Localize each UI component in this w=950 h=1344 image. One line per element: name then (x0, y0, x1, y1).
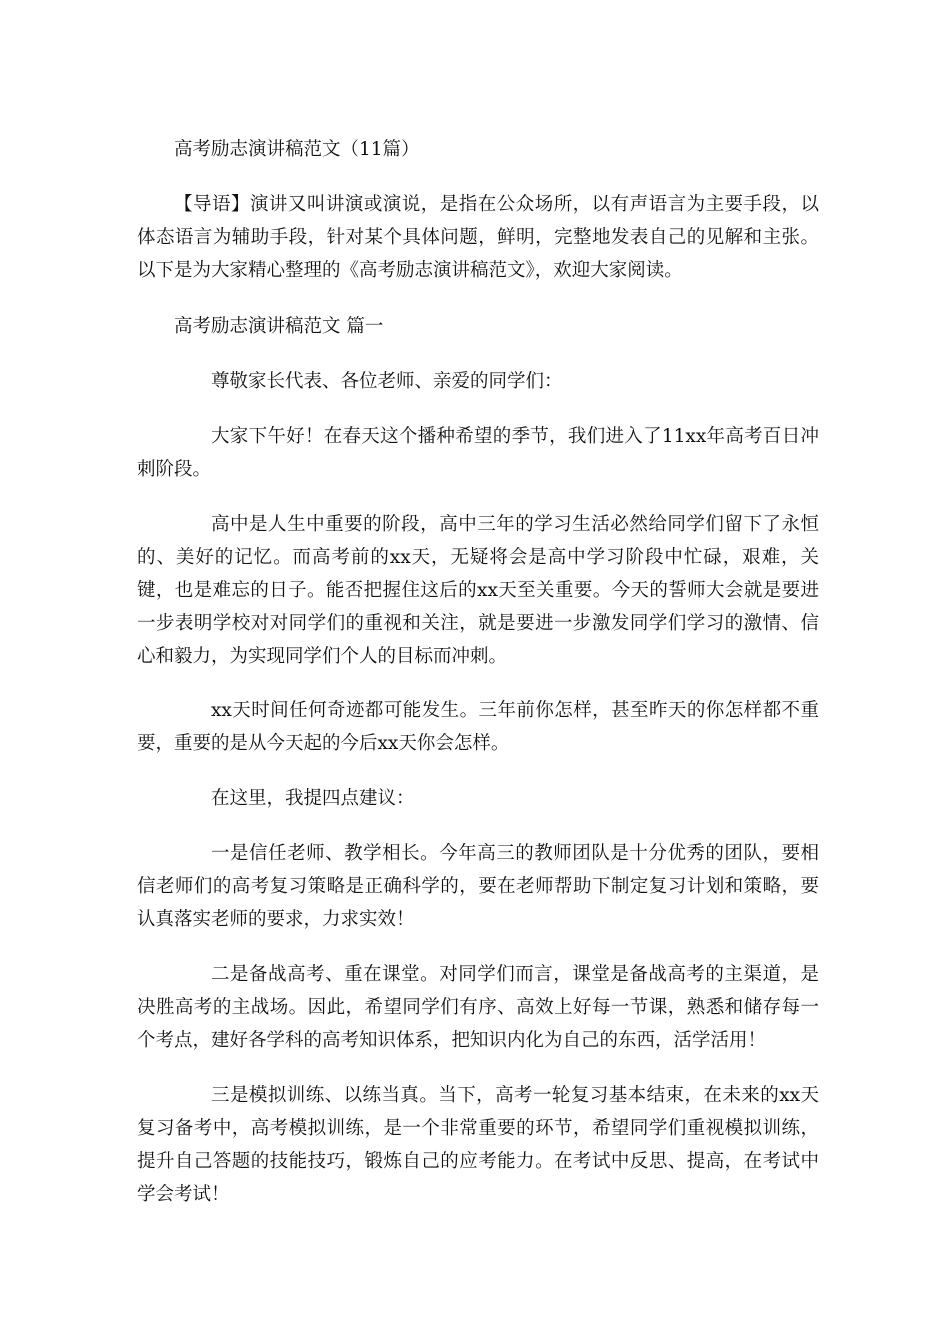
paragraph-salutation: 尊敬家长代表、各位老师、亲爱的同学们： (211, 371, 563, 392)
paragraph-suggestion-1: 一是信任老师、教学相长。今年高三的教师团队是十分优秀的团队，要相信老师们的高考复习策略是正确科学的，要在老师帮助下制定复习计划和策略，要认真落实老师的要求，力求实效！ (137, 843, 819, 930)
intro-paragraph: 【导语】演讲又叫讲演或演说，是指在公众场所，以有声语言为主要手段，以体态语言为辅助手段，针对某个具体问题，鲜明，完整地发表自己的见解和主张。以下是为大家精心整理的《高考励志演讲稿范文》，欢迎大家阅读。 (137, 194, 819, 281)
paragraph-suggestion-3: 三是模拟训练、以练当真。当下，高考一轮复习基本结束，在未来的xx天复习备考中，高考模拟训练，是一个非常重要的环节，希望同学们重视模拟训练，提升自己答题的技能技巧，锻炼自己的应考能力。在考试中反思、提高，在考试中学会考试！ (137, 1085, 819, 1205)
paragraph-suggestions-intro: 在这里，我提四点建议： (211, 788, 415, 809)
paragraph-greeting: 大家下午好！在春天这个播种希望的季节，我们进入了11xx年高考百日冲刺阶段。 (137, 426, 819, 480)
paragraph-body-2: xx天时间任何奇迹都可能发生。三年前你怎样，甚至昨天的你怎样都不重要，重要的是从今天起的今后xx天你会怎样。 (137, 700, 819, 754)
document-title: 高考励志演讲稿范文（11篇） (174, 139, 420, 160)
paragraph-suggestion-2: 二是备战高考、重在课堂。对同学们而言，课堂是备战高考的主渠道，是决胜高考的主战场。因此，希望同学们有序、高效上好每一节课，熟悉和储存每一个考点，建好各学科的高考知识体系，把知识内化为自己的东西，活学活用！ (137, 964, 819, 1051)
paragraph-body-1: 高中是人生中重要的阶段，高中三年的学习生活必然给同学们留下了永恒的、美好的记忆。而高考前的xx天，无疑将会是高中学习阶段中忙碌，艰难，关键，也是难忘的日子。能否把握住这后的xx天至关重要。今天的誓师大会就是要进一步表明学校对对同学们的重视和关注，就是要进一步激发同学们学习的激情、信心和毅力，为实现同学们个人的目标而冲刺。 (137, 514, 819, 667)
section-heading: 高考励志演讲稿范文 篇一 (174, 316, 384, 337)
